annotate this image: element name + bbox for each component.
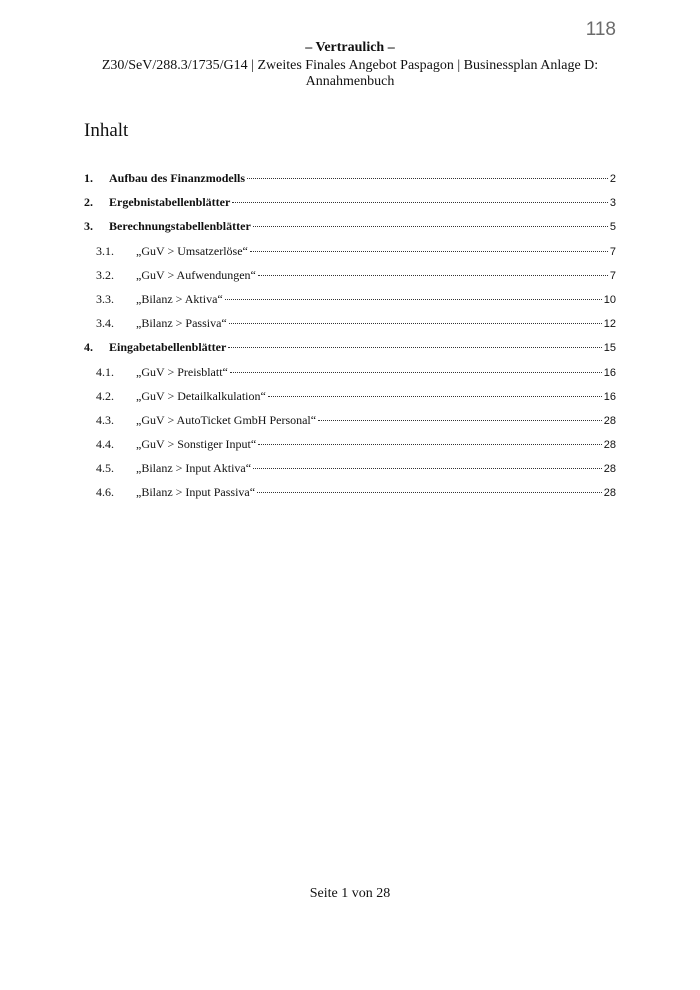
toc-dot-leader bbox=[225, 299, 602, 300]
table-of-contents bbox=[84, 171, 616, 510]
toc-entry-title[interactable]: Eingabetabellenblätter bbox=[109, 340, 227, 355]
toc-entry-title[interactable]: „Bilanz > Aktiva“ bbox=[136, 291, 223, 306]
toc-entry-page[interactable]: 10 bbox=[603, 293, 616, 306]
toc-entry-page[interactable]: 28 bbox=[603, 487, 616, 500]
toc-entry-page[interactable]: 28 bbox=[603, 439, 616, 452]
toc-entry-number: 3.4. bbox=[96, 316, 114, 331]
toc-entry-page[interactable]: 2 bbox=[609, 173, 616, 185]
toc-entry-title[interactable]: Berechnungstabellenblätter bbox=[109, 219, 251, 234]
toc-entry-number: 3. bbox=[84, 219, 93, 234]
toc-entry-title[interactable]: Ergebnistabellenblätter bbox=[109, 195, 231, 210]
toc-entry-page[interactable]: 28 bbox=[603, 414, 616, 427]
toc-entry-title[interactable]: „GuV > AutoTicket GmbH Personal“ bbox=[136, 412, 317, 427]
toc-entry-title[interactable]: „GuV > Preisblatt“ bbox=[136, 364, 228, 379]
toc-entry[interactable] bbox=[84, 316, 616, 340]
toc-dot-leader bbox=[250, 251, 608, 252]
toc-entry-title[interactable]: „GuV > Umsatzerlöse“ bbox=[136, 243, 248, 258]
toc-entry[interactable] bbox=[84, 195, 616, 219]
toc-dot-leader bbox=[268, 396, 602, 397]
toc-entry-page[interactable]: 12 bbox=[603, 318, 616, 331]
document-header-line: Z30/SeV/288.3/1735/G14 | Zweites Finales Angebot Paspagon | Businessplan Anlage D: Annahmenbuch bbox=[101, 58, 599, 89]
toc-entry[interactable] bbox=[84, 292, 616, 316]
toc-dot-leader bbox=[232, 202, 608, 203]
toc-entry-page[interactable]: 7 bbox=[609, 245, 616, 258]
toc-entry[interactable] bbox=[84, 219, 616, 243]
toc-entry[interactable] bbox=[84, 461, 616, 485]
toc-entry-number: 4.6. bbox=[96, 485, 114, 500]
toc-dot-leader bbox=[228, 347, 601, 348]
toc-entry-number: 4.1. bbox=[96, 364, 114, 379]
toc-entry-page[interactable]: 5 bbox=[609, 221, 616, 234]
toc-entry-number: 2. bbox=[84, 195, 93, 210]
confidential-label: – Vertraulich – bbox=[305, 40, 395, 55]
toc-entry[interactable] bbox=[84, 389, 616, 413]
toc-dot-leader bbox=[253, 226, 608, 227]
toc-entry-page[interactable]: 16 bbox=[603, 390, 616, 403]
toc-entry[interactable] bbox=[84, 171, 616, 195]
toc-entry-number: 3.3. bbox=[96, 291, 114, 306]
toc-entry-page[interactable]: 3 bbox=[609, 197, 616, 210]
toc-entry-number: 4.4. bbox=[96, 437, 114, 452]
toc-entry[interactable] bbox=[84, 340, 616, 364]
toc-entry-title[interactable]: Aufbau des Finanzmodells bbox=[109, 171, 246, 185]
toc-entry-title[interactable]: „GuV > Detailkalkulation“ bbox=[136, 388, 266, 403]
toc-entry-number: 4. bbox=[84, 340, 93, 355]
toc-entry-title[interactable]: „Bilanz > Input Passiva“ bbox=[136, 485, 256, 500]
toc-entry[interactable] bbox=[84, 268, 616, 292]
toc-entry-number: 4.3. bbox=[96, 412, 114, 427]
toc-dot-leader bbox=[253, 468, 602, 469]
page-footer: Seite 1 von 28 bbox=[309, 886, 391, 901]
toc-entry-page[interactable]: 16 bbox=[603, 366, 616, 379]
toc-entry-number: 4.2. bbox=[96, 388, 114, 403]
toc-entry-title[interactable]: „Bilanz > Passiva“ bbox=[136, 316, 227, 331]
toc-entry-page[interactable]: 7 bbox=[609, 269, 616, 282]
toc-entry[interactable] bbox=[84, 244, 616, 268]
toc-dot-leader bbox=[229, 323, 602, 324]
toc-entry[interactable] bbox=[84, 413, 616, 437]
toc-dot-leader bbox=[258, 275, 608, 276]
toc-dot-leader bbox=[247, 178, 608, 179]
toc-entry[interactable] bbox=[84, 437, 616, 461]
page-stamp: 118 bbox=[585, 19, 616, 40]
toc-title: Inhalt bbox=[84, 120, 129, 141]
toc-entry-page[interactable]: 15 bbox=[603, 342, 616, 355]
toc-entry-title[interactable]: „GuV > Sonstiger Input“ bbox=[136, 437, 257, 452]
toc-entry-title[interactable]: „Bilanz > Input Aktiva“ bbox=[136, 461, 252, 476]
toc-entry[interactable] bbox=[84, 485, 616, 509]
toc-entry-number: 3.1. bbox=[96, 243, 114, 258]
toc-entry-number: 3.2. bbox=[96, 267, 114, 282]
toc-entry-page[interactable]: 28 bbox=[603, 463, 616, 476]
toc-dot-leader bbox=[258, 444, 602, 445]
toc-entry-title[interactable]: „GuV > Aufwendungen“ bbox=[136, 267, 256, 282]
toc-entry-number: 1. bbox=[84, 171, 93, 185]
toc-dot-leader bbox=[257, 492, 602, 493]
toc-entry[interactable] bbox=[84, 365, 616, 389]
toc-dot-leader bbox=[318, 420, 602, 421]
toc-dot-leader bbox=[230, 372, 602, 373]
toc-entry-number: 4.5. bbox=[96, 461, 114, 476]
